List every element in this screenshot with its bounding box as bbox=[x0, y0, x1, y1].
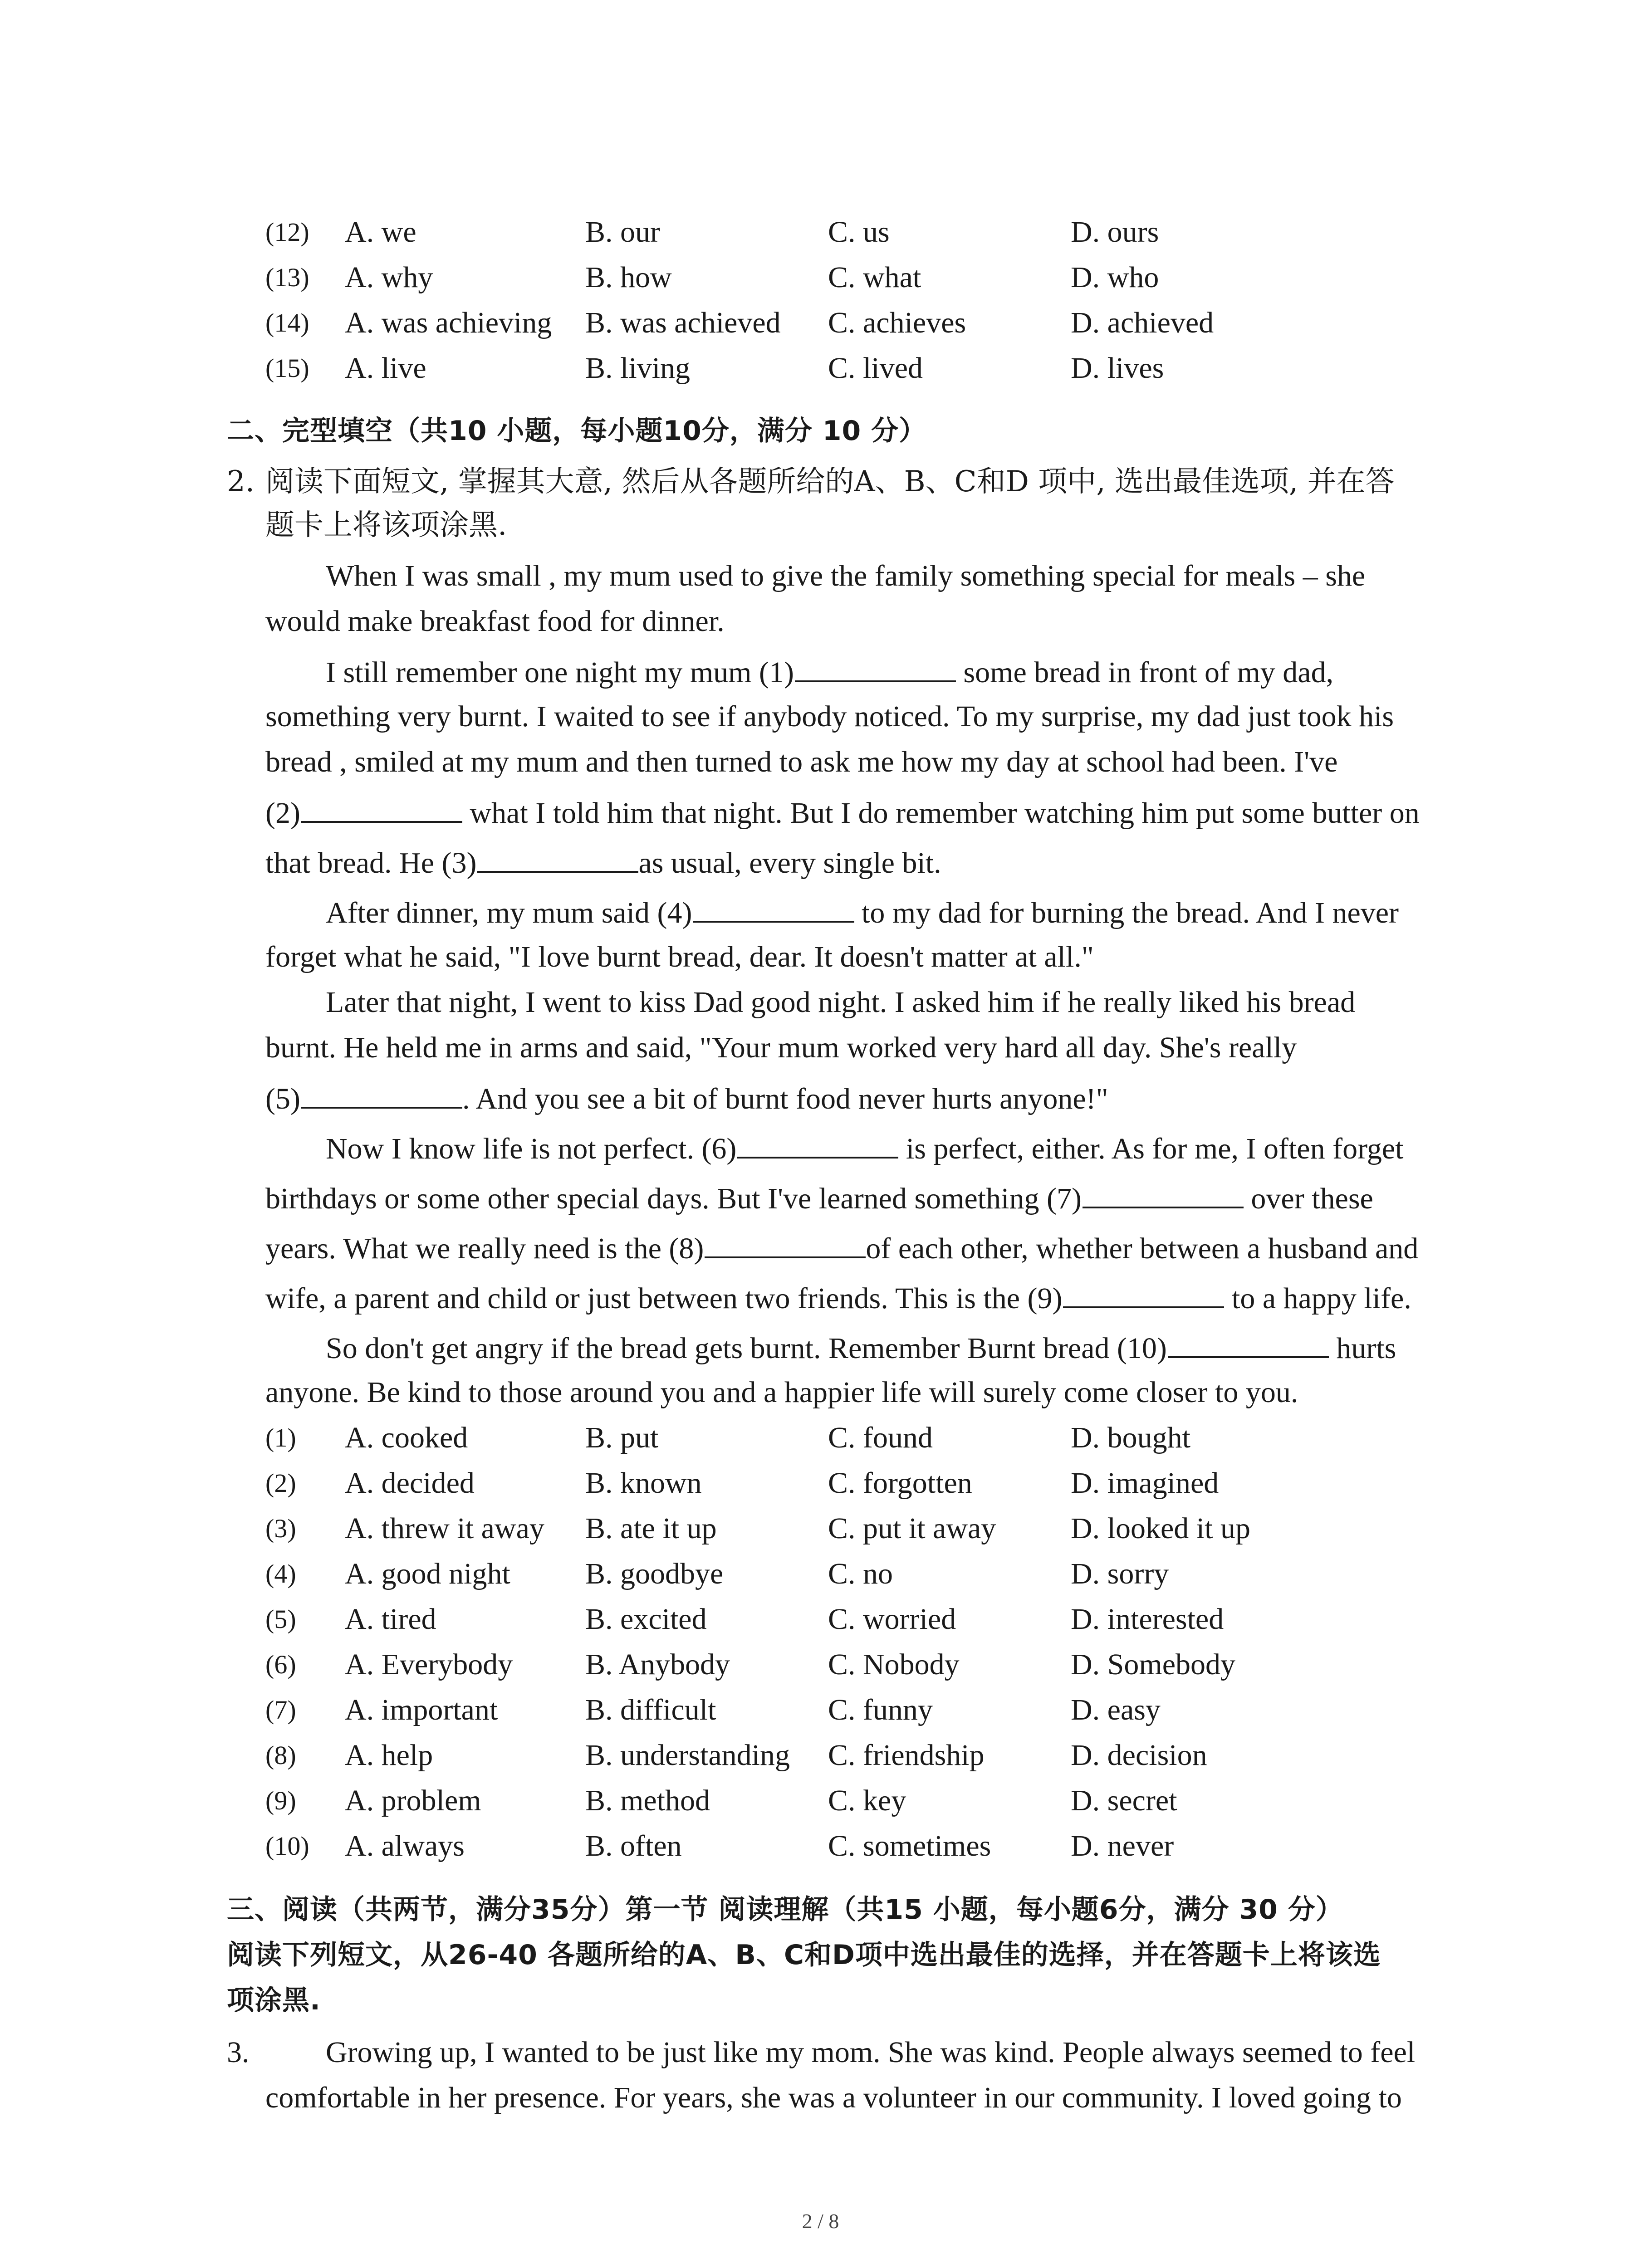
passage-line: When I was small , my mum used to give the family something special for meals – she bbox=[326, 559, 1366, 592]
option-b: B. excited bbox=[585, 1603, 707, 1636]
option-c: C. funny bbox=[828, 1693, 933, 1726]
option-c: C. key bbox=[828, 1784, 906, 1817]
option-c: C. lived bbox=[828, 352, 923, 385]
passage-line: anyone. Be kind to those around you and a happier life will surely come closer to you. bbox=[265, 1376, 1298, 1409]
passage-line: forget what he said, "I love burnt bread, dear. It doesn't matter at all." bbox=[265, 940, 1094, 973]
answer-blank bbox=[301, 1075, 462, 1109]
option-b: B. Anybody bbox=[585, 1648, 730, 1681]
option-b: B. living bbox=[585, 352, 691, 385]
option-c: C. us bbox=[828, 215, 890, 249]
option-d: D. ours bbox=[1071, 215, 1159, 249]
option-d: D. decision bbox=[1071, 1739, 1207, 1772]
option-d: D. looked it up bbox=[1071, 1512, 1250, 1545]
passage-line: Now I know life is not perfect. (6) is perfect, either. As for me, I often forget bbox=[326, 1125, 1403, 1172]
question-number: (6) bbox=[265, 1650, 296, 1679]
answer-blank bbox=[693, 889, 854, 923]
option-d: D. achieved bbox=[1071, 306, 1214, 339]
answer-blank bbox=[705, 1225, 866, 1258]
option-a: A. tired bbox=[345, 1603, 436, 1636]
section-heading: 阅读下列短文，从26-40 各题所给的A、B、C和D项中选出最佳的选择，并在答题卡上将该选 bbox=[227, 1939, 1381, 1971]
option-a: A. problem bbox=[345, 1784, 481, 1817]
passage-line: Growing up, I wanted to be just like my mom. She was kind. People always seemed to feel bbox=[326, 2036, 1416, 2069]
answer-blank bbox=[1063, 1275, 1224, 1308]
passage-line: something very burnt. I waited to see if anybody noticed. To my surprise, my dad just took his bbox=[265, 700, 1394, 733]
section-heading: 二、完型填空（共10 小题，每小题10分，满分 10 分） bbox=[227, 415, 927, 447]
option-c: C. put it away bbox=[828, 1512, 996, 1545]
section-heading: 三、阅读（共两节，满分35分）第一节 阅读理解（共15 小题，每小题6分，满分 30 分） bbox=[227, 1894, 1343, 1926]
passage-line: (5) . And you see a bit of burnt food never hurts anyone!" bbox=[265, 1075, 1108, 1122]
answer-blank bbox=[737, 1125, 898, 1158]
question-number: (15) bbox=[265, 353, 309, 383]
passage-line: would make breakfast food for dinner. bbox=[265, 605, 725, 638]
option-d: D. sorry bbox=[1071, 1557, 1169, 1590]
question-number: (4) bbox=[265, 1559, 296, 1589]
option-c: C. achieves bbox=[828, 306, 966, 339]
option-d: D. imagined bbox=[1071, 1466, 1219, 1500]
option-c: C. forgotten bbox=[828, 1466, 972, 1500]
option-d: D. easy bbox=[1071, 1693, 1161, 1726]
page-number: 2 / 8 bbox=[802, 2209, 839, 2233]
passage-line: So don't get angry if the bread gets burnt. Remember Burnt bread (10) hurts bbox=[326, 1325, 1396, 1371]
option-d: D. Somebody bbox=[1071, 1648, 1235, 1681]
instruction bbox=[227, 459, 1395, 504]
question-number: (10) bbox=[265, 1831, 309, 1861]
option-c: C. sometimes bbox=[828, 1829, 991, 1862]
option-a: A. always bbox=[345, 1829, 465, 1862]
passage-line: years. What we really need is the (8) of each other, whether between a husband and bbox=[265, 1225, 1418, 1271]
question-number: (9) bbox=[265, 1786, 296, 1815]
passage-line: comfortable in her presence. For years, she was a volunteer in our community. I loved going to bbox=[265, 2081, 1402, 2114]
option-b: B. known bbox=[585, 1466, 702, 1500]
option-a: A. cooked bbox=[345, 1421, 468, 1454]
passage-line: birthdays or some other special days. But I've learned something (7) over these bbox=[265, 1175, 1373, 1222]
passage-line: I still remember one night my mum (1) some bread in front of my dad, bbox=[326, 649, 1333, 695]
option-a: A. was achieving bbox=[345, 306, 552, 339]
option-a: A. why bbox=[345, 261, 433, 294]
passage-line: burnt. He held me in arms and said, "Your mum worked very hard all day. She's really bbox=[265, 1031, 1297, 1064]
question-number: (5) bbox=[265, 1604, 296, 1634]
option-d: D. who bbox=[1071, 261, 1159, 294]
option-c: C. what bbox=[828, 261, 921, 294]
passage-line: bread , smiled at my mum and then turned to ask me how my day at school had been. I've bbox=[265, 745, 1338, 778]
option-c: C. worried bbox=[828, 1603, 956, 1636]
passage-line: wife, a parent and child or just between two friends. This is the (9) to a happy life. bbox=[265, 1275, 1411, 1321]
option-a: A. help bbox=[345, 1739, 433, 1772]
option-b: B. our bbox=[585, 215, 660, 249]
question-number: (13) bbox=[265, 263, 309, 292]
answer-blank bbox=[795, 649, 956, 682]
option-b: B. was achieved bbox=[585, 306, 781, 339]
option-d: D. interested bbox=[1071, 1603, 1224, 1636]
option-b: B. method bbox=[585, 1784, 710, 1817]
question-number: (3) bbox=[265, 1514, 296, 1543]
passage-line: After dinner, my mum said (4) to my dad for burning the bread. And I never bbox=[326, 889, 1399, 936]
instruction-text: 阅读下面短文, 掌握其大意, 然后从各题所给的A、B、C和D 项中, 选出最佳选项, 并在答 bbox=[265, 465, 1395, 499]
answer-blank bbox=[301, 789, 462, 823]
question-number: (12) bbox=[265, 217, 309, 247]
instruction-text: 题卡上将该项涂黑. bbox=[265, 508, 507, 542]
answer-blank bbox=[1168, 1325, 1329, 1358]
option-b: B. how bbox=[585, 261, 672, 294]
option-b: B. goodbye bbox=[585, 1557, 724, 1590]
option-b: B. understanding bbox=[585, 1739, 790, 1772]
question-number: (2) bbox=[265, 1468, 296, 1498]
option-b: B. difficult bbox=[585, 1693, 716, 1726]
option-c: C. Nobody bbox=[828, 1648, 960, 1681]
passage-line: that bread. He (3) as usual, every single bit. bbox=[265, 839, 941, 886]
option-a: A. Everybody bbox=[345, 1648, 513, 1681]
option-d: D. secret bbox=[1071, 1784, 1177, 1817]
question-number: (1) bbox=[265, 1423, 296, 1452]
answer-blank bbox=[1083, 1175, 1244, 1208]
question-number: (14) bbox=[265, 308, 309, 337]
question-number: (7) bbox=[265, 1695, 296, 1725]
passage-line: Later that night, I went to kiss Dad good night. I asked him if he really liked his bread bbox=[326, 986, 1356, 1019]
option-c: C. found bbox=[828, 1421, 933, 1454]
option-b: B. often bbox=[585, 1829, 682, 1862]
option-c: C. no bbox=[828, 1557, 893, 1590]
option-a: A. live bbox=[345, 352, 426, 385]
option-c: C. friendship bbox=[828, 1739, 985, 1772]
option-a: A. we bbox=[345, 215, 416, 249]
option-d: D. lives bbox=[1071, 352, 1164, 385]
option-a: A. decided bbox=[345, 1466, 475, 1500]
passage-line: (2) what I told him that night. But I do remember watching him put some butter on bbox=[265, 789, 1420, 836]
option-b: B. put bbox=[585, 1421, 659, 1454]
option-a: A. threw it away bbox=[345, 1512, 544, 1545]
option-a: A. important bbox=[345, 1693, 498, 1726]
answer-blank bbox=[477, 839, 638, 873]
option-b: B. ate it up bbox=[585, 1512, 717, 1545]
section-heading: 项涂黑. bbox=[227, 1984, 321, 2016]
option-d: D. never bbox=[1071, 1829, 1174, 1862]
option-a: A. good night bbox=[345, 1557, 510, 1590]
option-d: D. bought bbox=[1071, 1421, 1190, 1454]
question-number: (8) bbox=[265, 1740, 296, 1770]
question-number: 2. bbox=[227, 465, 255, 499]
question-number: 3. bbox=[227, 2036, 250, 2069]
